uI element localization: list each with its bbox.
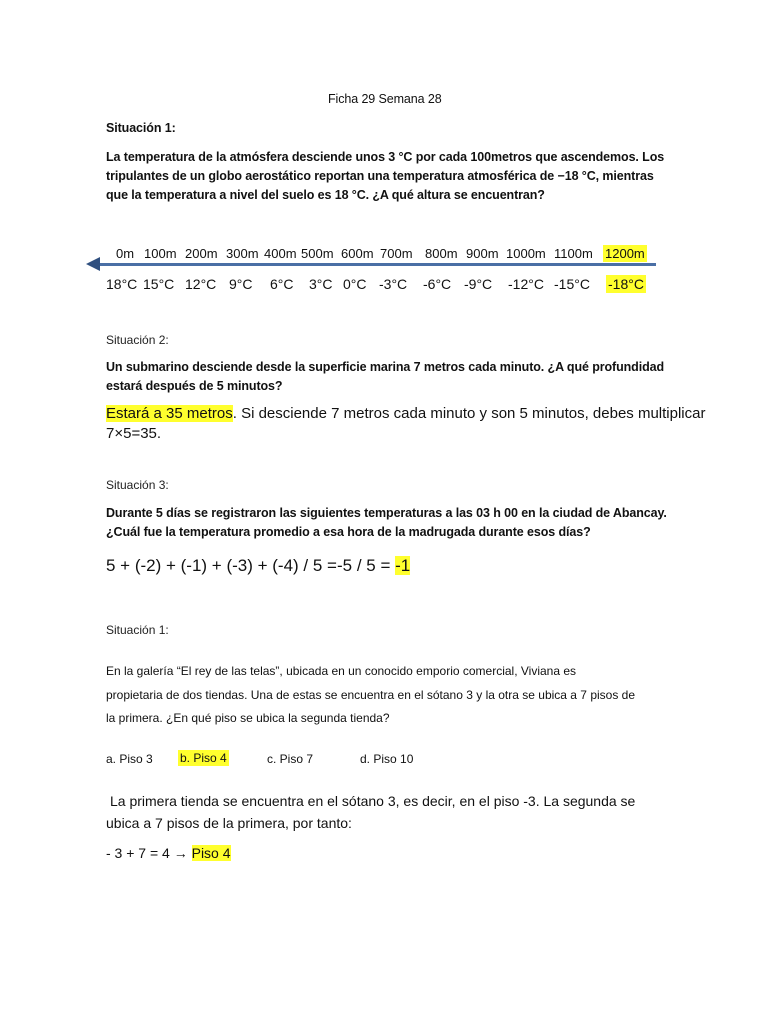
page-title: Ficha 29 Semana 28 [328, 92, 442, 106]
temp-label: -6°C [423, 276, 452, 292]
option-a: a. Piso 3 [106, 752, 153, 766]
s1-line-3: que la temperatura a nivel del suelo es 18 °C. ¿A qué altura se encuentran? [106, 188, 545, 202]
option-c: c. Piso 7 [267, 752, 314, 766]
height-label: 1000m [506, 246, 546, 261]
temp-label: 18°C [106, 276, 138, 292]
s4-final-highlight: Piso 4 [191, 845, 231, 861]
temp-label: 9°C [229, 276, 253, 292]
s4-line-3: la primera. ¿En qué piso se ubica la segunda tienda? [106, 711, 390, 725]
height-label: 0m [116, 246, 135, 261]
option-d: d. Piso 10 [360, 752, 414, 766]
s2-answer-text: . Si desciende 7 metros cada minuto y son 5 minutos, debes multiplicar [232, 405, 706, 422]
height-label: 600m [341, 246, 374, 261]
s3-heading: Situación 3: [106, 478, 169, 492]
s2-heading: Situación 2: [106, 333, 169, 347]
temp-label: -12°C [508, 276, 544, 292]
s1-line-1: La temperatura de la atmósfera desciende unos 3 °C por cada 100metros que ascendemos. Los [106, 150, 665, 164]
s3-line-2: ¿Cuál fue la temperatura promedio a esa hora de la madrugada durante esos días? [106, 525, 591, 539]
height-label: 700m [380, 246, 413, 261]
s1-line-2: tripulantes de un globo aerostático reportan una temperatura atmosférica de −18 °C, mientras [106, 169, 654, 183]
s3-equation [106, 556, 410, 576]
s2-line-2: estará después de 5 minutos? [106, 379, 283, 393]
height-label: 1100m [554, 246, 593, 261]
height-label: 900m [466, 246, 499, 261]
temp-label: 6°C [270, 276, 294, 292]
height-label: 800m [425, 246, 458, 261]
s4-final-text: - 3 + 7 = 4 → [106, 845, 192, 861]
height-label: 500m [301, 246, 334, 261]
s4-answer-line-1: La primera tienda se encuentra en el sótano 3, es decir, en el piso -3. La segunda se [110, 793, 636, 809]
s4-final [106, 845, 231, 861]
height-label: 100m [144, 246, 177, 261]
temp-label: 0°C [343, 276, 367, 292]
s3-line-1: Durante 5 días se registraron las siguientes temperaturas a las 03 h 00 en la ciudad de Abancay. [106, 506, 667, 520]
s4-answer-line-2: ubica a 7 pisos de la primera, por tanto: [106, 815, 352, 831]
temp-label-highlight: -18°C [608, 276, 644, 292]
s4-heading: Situación 1: [106, 623, 169, 637]
number-line [96, 263, 656, 266]
temp-label: -3°C [379, 276, 408, 292]
s4-line-2: propietaria de dos tiendas. Una de estas se encuentra en el sótano 3 y la otra se ubica a 7 pisos de [106, 688, 636, 702]
s4-line-1: En la galería “El rey de las telas”, ubicada en un conocido emporio comercial, Viviana es [106, 664, 577, 678]
left-arrow-icon [86, 257, 100, 271]
height-label: 200m [185, 246, 218, 261]
temp-label: -9°C [464, 276, 493, 292]
s3-result: -1 [395, 556, 411, 575]
s2-answer [106, 405, 705, 422]
temp-label: 15°C [143, 276, 175, 292]
temp-label: 3°C [309, 276, 333, 292]
s2-line-1: Un submarino desciende desde la superficie marina 7 metros cada minuto. ¿A qué profundidad [106, 360, 665, 374]
temp-label: -15°C [554, 276, 590, 292]
s2-answer-highlight: Estará a 35 metros [106, 405, 233, 422]
s3-equation-text: 5 + (-2) + (-1) + (-3) + (-4) / 5 =-5 / 5 = [106, 556, 396, 575]
height-label-highlight: 1200m [605, 246, 645, 261]
temp-label: 12°C [185, 276, 217, 292]
height-label: 300m [226, 246, 259, 261]
option-b-highlight: b. Piso 4 [180, 751, 227, 765]
s1-heading: Situación 1: [106, 121, 176, 135]
s2-answer-line-2: 7×5=35. [106, 425, 162, 442]
height-label: 400m [264, 246, 297, 261]
